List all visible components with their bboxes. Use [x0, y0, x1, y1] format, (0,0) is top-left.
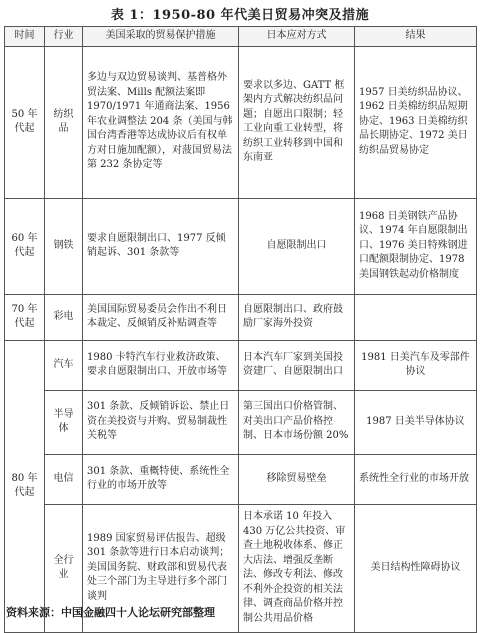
period-cell: 50 年代起 [5, 46, 45, 198]
us-measures-cell: 301 条款、重概特使、系统性全行业的市场开放等 [83, 454, 239, 504]
header-japan-response: 日本应对方式 [239, 27, 355, 47]
table-row [5, 454, 477, 504]
table-row [5, 390, 477, 454]
header-result: 结果 [355, 27, 477, 47]
period-cell: 60 年代起 [5, 198, 45, 294]
japan-response-cell: 自愿限制出口、政府鼓励厂家海外投资 [239, 294, 355, 340]
industry-cell: 电信 [45, 454, 83, 504]
japan-response-cell: 日本汽车厂家到美国投资建厂、自愿限制出口 [239, 340, 355, 390]
us-measures-cell: 1989 国家贸易评估报告、超级 301 条款等进行日本启动谈判；美国国务院、财政部和贸易代表处三个部门为主导进行多个部门谈判 [83, 504, 239, 632]
industry-cell: 全行业 [45, 504, 83, 632]
industry-cell: 彩电 [45, 294, 83, 340]
us-measures-cell: 要求自愿限制出口、1977 反倾销起诉、301 条款等 [83, 198, 239, 294]
table-row [5, 340, 477, 390]
header-us-measures: 美国采取的贸易保护措施 [83, 27, 239, 47]
industry-cell: 汽车 [45, 340, 83, 390]
japan-response-cell: 日本承诺 10 年投入 430 万亿公共投资、审查土地税收体系、修正大店法、增强反垄断法、修改专利法、修改不利外企投资的相关法律、调查商品价格并控制公共用品价格 [239, 504, 355, 632]
table-header-row [5, 27, 477, 47]
result-cell: 1987 日美半导体协议 [355, 390, 477, 454]
source-note: 资料来源：中国金融四十人论坛研究部整理 [6, 606, 215, 619]
japan-response-cell: 自愿限制出口 [239, 198, 355, 294]
us-measures-cell: 1980 卡特汽车行业救济政策、要求自愿限制出口、开放市场等 [83, 340, 239, 390]
table-title: 表 1：1950-80 年代美日贸易冲突及措施 [110, 8, 370, 23]
result-cell: 1968 日美钢铁产品协议、1974 年自愿限制出口、1976 美日特殊钢进口配额限制协定、1978 美国钢铁起动价格制度 [355, 198, 477, 294]
table-row [5, 46, 477, 198]
us-measures-cell: 多边与双边贸易谈判、基普格外贸法案、Mills 配额法案即 1970/1971 年通商法案、1956 年农业调整法 204 条（美国与韩国台湾香港等达成协议后有权单方对日施加配额），对菠国贸易法第 232 条协定等 [83, 46, 239, 198]
period-cell: 70 年代起 [5, 294, 45, 340]
header-period: 时间 [5, 27, 45, 47]
japan-response-cell: 要求以多边、GATT 框架内方式解决纺织品问题；自愿出口限制；轻工业向重工业转型，将纺织工业转移到中国和东南亚 [239, 46, 355, 198]
industry-cell: 钢铁 [45, 198, 83, 294]
result-cell: 1957 日美纺织品协议、1962 日美棉纺织品短期协定、1963 日美棉纺织品长期协定、1972 美日纺织品贸易协定 [355, 46, 477, 198]
us-measures-cell: 301 条款、反倾销诉讼、禁止日资在美投资与并购、贸易制裁性关税等 [83, 390, 239, 454]
header-industry: 行业 [45, 27, 83, 47]
result-cell: 系统性全行业的市场开放 [355, 454, 477, 504]
table-row [5, 294, 477, 340]
industry-cell: 纺织品 [45, 46, 83, 198]
result-cell: 美日结构性障碍协议 [355, 504, 477, 632]
trade-conflict-table [4, 26, 477, 633]
industry-cell: 半导体 [45, 390, 83, 454]
result-cell [355, 294, 477, 340]
us-measures-cell: 美国国际贸易委员会作出不利日本裁定、反倾销反补贴调查等 [83, 294, 239, 340]
period-cell: 80 年代起 [5, 340, 45, 632]
japan-response-cell: 第三国出口价格管制、对美出口产品价格控制、日本市场份额 20% [239, 390, 355, 454]
table-row [5, 198, 477, 294]
japan-response-cell: 移除贸易壁垒 [239, 454, 355, 504]
result-cell: 1981 日美汽车及零部件协议 [355, 340, 477, 390]
